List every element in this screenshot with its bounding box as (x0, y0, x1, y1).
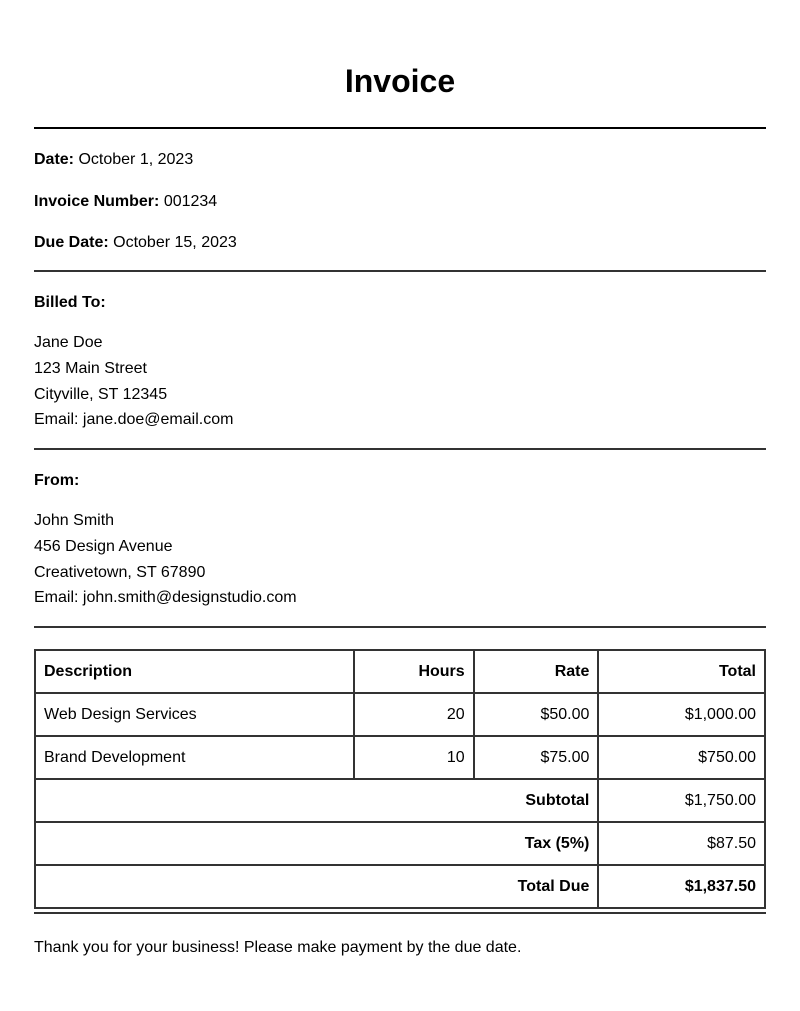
billed-to-address (34, 330, 233, 433)
line-items-table (34, 649, 766, 909)
billed-to-email: Email: jane.doe@email.com (34, 411, 234, 429)
billed-to-street: 123 Main Street (34, 359, 147, 377)
table-header-row (35, 650, 765, 693)
row-hours: 10 (354, 736, 474, 779)
from-divider (34, 626, 766, 628)
invoice-number-value: 001234 (163, 193, 218, 210)
total-due-label: Total Due (35, 865, 598, 908)
row-total: $1,000.00 (598, 693, 765, 736)
page-title: Invoice (344, 63, 456, 99)
billed-to-divider (34, 448, 766, 450)
row-description: Brand Development (35, 736, 354, 779)
from-name: John Smith (34, 512, 115, 529)
from-heading-text: From: (34, 472, 80, 489)
from-street: 456 Design Avenue (34, 537, 173, 555)
meta-divider (34, 270, 766, 272)
title-divider (34, 127, 766, 129)
subtotal-value: $1,750.00 (598, 779, 765, 822)
table-row (35, 736, 765, 779)
column-header-total: Total (598, 650, 765, 693)
billed-to-name: Jane Doe (34, 334, 103, 351)
subtotal-label: Subtotal (35, 779, 598, 822)
from-city: Creativetown, ST 67890 (34, 563, 206, 581)
column-header-hours: Hours (354, 650, 474, 693)
row-rate: $75.00 (474, 736, 599, 779)
invoice-number (34, 192, 217, 212)
invoice-due-date-value: October 15, 2023 (113, 234, 237, 251)
invoice-date-value: October 1, 2023 (78, 151, 194, 168)
total-due-row (35, 865, 765, 908)
invoice-date-label: Date: (34, 151, 75, 168)
from-email: Email: john.smith@designstudio.com (34, 589, 297, 607)
column-header-description: Description (35, 650, 354, 693)
invoice-date (34, 150, 193, 170)
invoice-due-date (34, 233, 237, 253)
row-rate: $50.00 (474, 693, 599, 736)
from-heading (34, 471, 79, 491)
total-due-value: $1,837.50 (598, 865, 765, 908)
footer-note: Thank you for your business! Please make payment by the due date. (34, 939, 522, 956)
invoice-number-label: Invoice Number: (34, 193, 160, 210)
column-header-rate: Rate (474, 650, 599, 693)
billed-to-heading-text: Billed To: (34, 294, 106, 311)
from-address (34, 508, 297, 611)
tax-label: Tax (5%) (35, 822, 598, 865)
subtotal-row (35, 779, 765, 822)
row-hours: 20 (354, 693, 474, 736)
row-total: $750.00 (598, 736, 765, 779)
row-description: Web Design Services (35, 693, 354, 736)
invoice-due-date-label: Due Date: (34, 234, 109, 251)
billed-to-city: Cityville, ST 12345 (34, 385, 168, 403)
tax-value: $87.50 (598, 822, 765, 865)
table-row (35, 693, 765, 736)
tax-row (35, 822, 765, 865)
table-divider (34, 912, 766, 914)
billed-to-heading (34, 293, 106, 313)
